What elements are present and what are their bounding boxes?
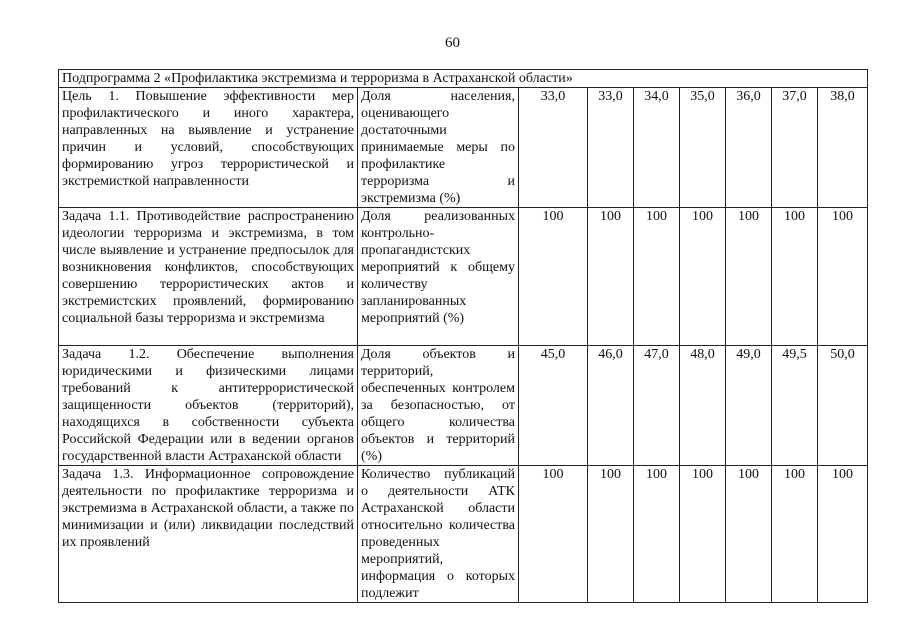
value-cell: 49,0 (726, 346, 772, 466)
subprogram-title: Подпрограмма 2 «Профилактика экстремизма и терроризма в Астраханской области» (59, 70, 868, 88)
value-cell: 48,0 (680, 346, 726, 466)
table-row (59, 208, 868, 346)
value-cell: 100 (772, 208, 818, 346)
value-cell: 38,0 (818, 88, 868, 208)
value-cell: 100 (726, 466, 772, 603)
value-cell: 100 (634, 466, 680, 603)
value-cell: 33,0 (519, 88, 588, 208)
value-cell: 49,5 (772, 346, 818, 466)
value-cell: 100 (818, 208, 868, 346)
value-cell: 37,0 (772, 88, 818, 208)
indicator-cell: Доля населения, оценивающего достаточными принимаемые меры по профилактике терроризма и экстремизма (%) (358, 88, 519, 208)
value-cell: 50,0 (818, 346, 868, 466)
value-cell: 100 (519, 466, 588, 603)
indicator-cell: Доля реализованных контрольно-пропагандистских мероприятий к общему количеству запланированных мероприятий (%) (358, 208, 519, 346)
value-cell: 100 (680, 466, 726, 603)
value-cell: 47,0 (634, 346, 680, 466)
value-cell: 100 (588, 208, 634, 346)
value-cell: 100 (680, 208, 726, 346)
value-cell: 100 (588, 466, 634, 603)
page-number: 60 (445, 35, 460, 51)
indicator-cell: Доля объектов и территорий, обеспеченных контролем за безопасностью, от общего количества объектов и территорий (%) (358, 346, 519, 466)
table-row (59, 466, 868, 603)
value-cell: 100 (818, 466, 868, 603)
goal-cell: Задача 1.2. Обеспечение выполнения юридическими и физическими лицами требований к антитеррористической защищенности объектов (территорий), находящихся в собственности субъекта Российской Федерации или в ведении органов государственной власти Астраханской области (59, 346, 358, 466)
goal-cell: Задача 1.1. Противодействие распространению идеологии терроризма и экстремизма, в том числе выявление и устранение предпосылок для возникновения конфликтов, способствующих совершению террористических актов и экстремистских проявлений, формированию социальной базы терроризма и экстремизма (59, 208, 358, 346)
value-cell: 45,0 (519, 346, 588, 466)
subprogram-row (59, 70, 868, 88)
value-cell: 46,0 (588, 346, 634, 466)
value-cell: 100 (519, 208, 588, 346)
value-cell: 33,0 (588, 88, 634, 208)
value-cell: 100 (726, 208, 772, 346)
indicator-cell: Количество публикаций о деятельности АТК Астраханской области относительно количества проведенных мероприятий, информация о которых подлежит (358, 466, 519, 603)
goal-cell: Задача 1.3. Информационное сопровождение деятельности по профилактике терроризма и экстремизма в Астраханской области, а также по минимизации и (или) ликвидации последствий их проявлений (59, 466, 358, 603)
goal-cell: Цель 1. Повышение эффективности мер профилактического и иного характера, направленных на выявление и устранение причин и условий, способствующих формированию угроз террористической и экстремисткой направленности (59, 88, 358, 208)
value-cell: 100 (772, 466, 818, 603)
value-cell: 36,0 (726, 88, 772, 208)
table-row (59, 346, 868, 466)
value-cell: 34,0 (634, 88, 680, 208)
value-cell: 35,0 (680, 88, 726, 208)
table-row (59, 88, 868, 208)
value-cell: 100 (634, 208, 680, 346)
indicators-table (58, 69, 868, 603)
